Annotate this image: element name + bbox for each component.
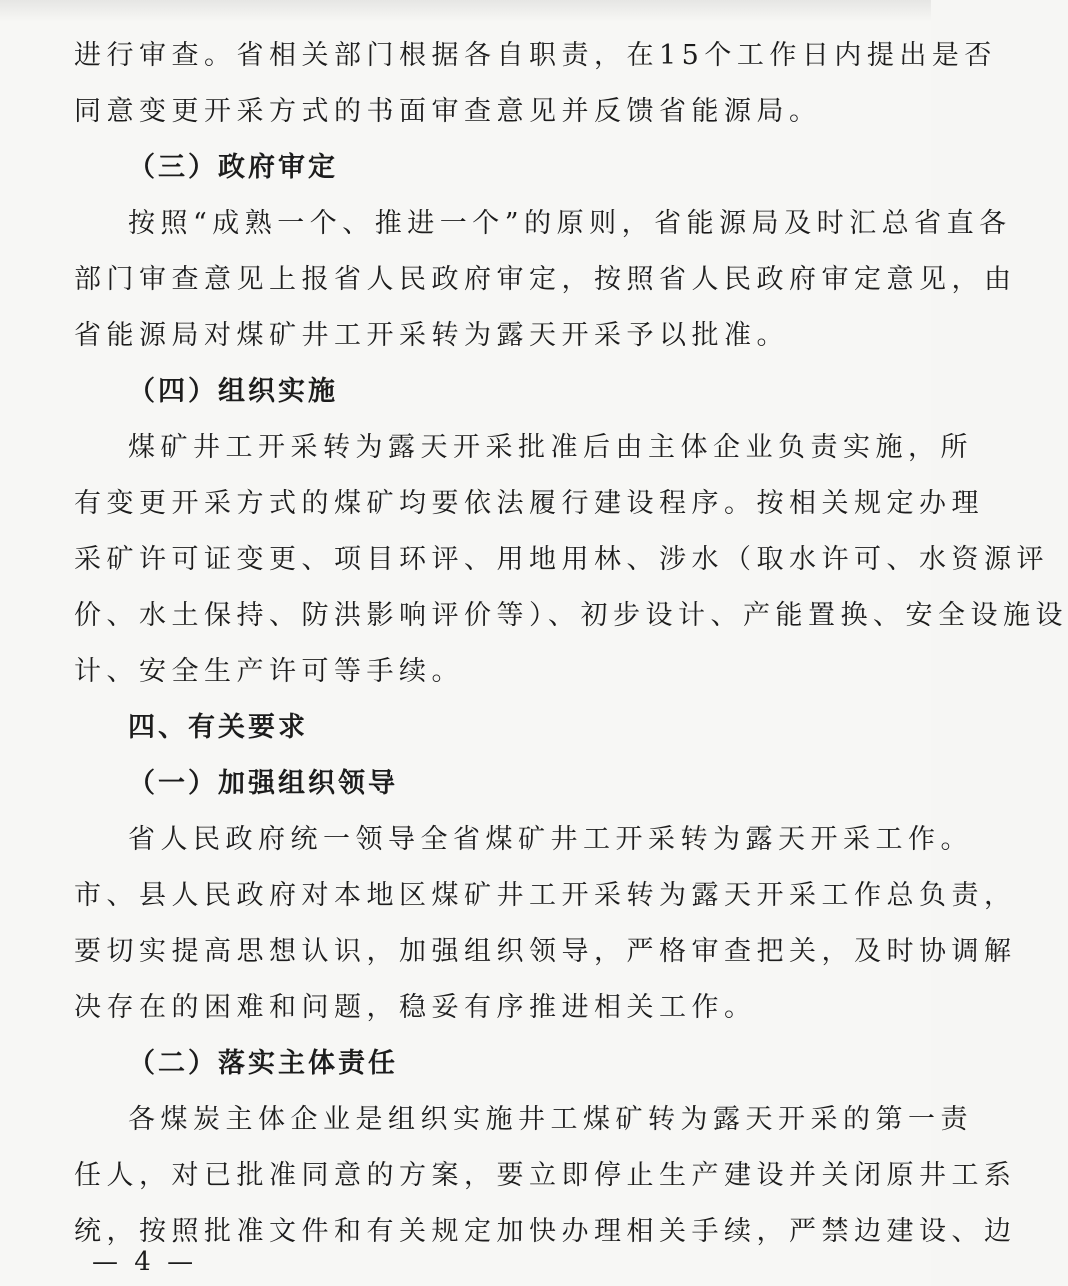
body-line: 采矿许可证变更、项目环评、用地用林、涉水（取水许可、水资源评 [74,544,1049,575]
subsection-heading-3: （三）政府审定 [128,152,338,183]
body-line: 任人，对已批准同意的方案，要立即停止生产建设并关闭原井工系 [74,1160,1017,1191]
body-line: 同意变更开采方式的书面审查意见并反馈省能源局。 [74,96,822,127]
body-line: 市、县人民政府对本地区煤矿井工开采转为露天开采工作总负责， [74,880,1017,911]
section-heading: 四、有关要求 [128,712,308,743]
body-line: 部门审查意见上报省人民政府审定，按照省人民政府审定意见，由 [74,264,1017,295]
subsection-heading-4: （四）组织实施 [128,376,338,407]
body-line: 各煤炭主体企业是组织实施井工煤矿转为露天开采的第一责 [128,1104,973,1135]
body-line: 有变更开采方式的煤矿均要依法履行建设程序。按相关规定办理 [74,488,984,519]
body-line: 煤矿井工开采转为露天开采批准后由主体企业负责实施，所 [128,432,973,463]
subsection-heading-1: （一）加强组织领导 [128,768,398,799]
scan-shadow [0,0,931,22]
page-number: — 4 — [92,1247,198,1277]
body-line: 决存在的困难和问题，稳妥有序推进相关工作。 [74,992,757,1023]
body-line: 进行审查。省相关部门根据各自职责，在15个工作日内提出是否 [74,40,997,71]
body-line: 按照“成熟一个、推进一个”的原则，省能源局及时汇总省直各 [128,208,1012,239]
body-line: 省人民政府统一领导全省煤矿井工开采转为露天开采工作。 [128,824,973,855]
body-line: 计、安全生产许可等手续。 [74,656,464,687]
subsection-heading-2: （二）落实主体责任 [128,1048,398,1079]
body-line: 价、水土保持、防洪影响评价等）、初步设计、产能置换、安全设施设 [74,600,1068,631]
body-line: 要切实提高思想认识，加强组织领导，严格审查把关，及时协调解 [74,936,1017,967]
body-line: 统，按照批准文件和有关规定加快办理相关手续，严禁边建设、边 [74,1216,1017,1247]
body-line: 省能源局对煤矿井工开采转为露天开采予以批准。 [74,320,789,351]
